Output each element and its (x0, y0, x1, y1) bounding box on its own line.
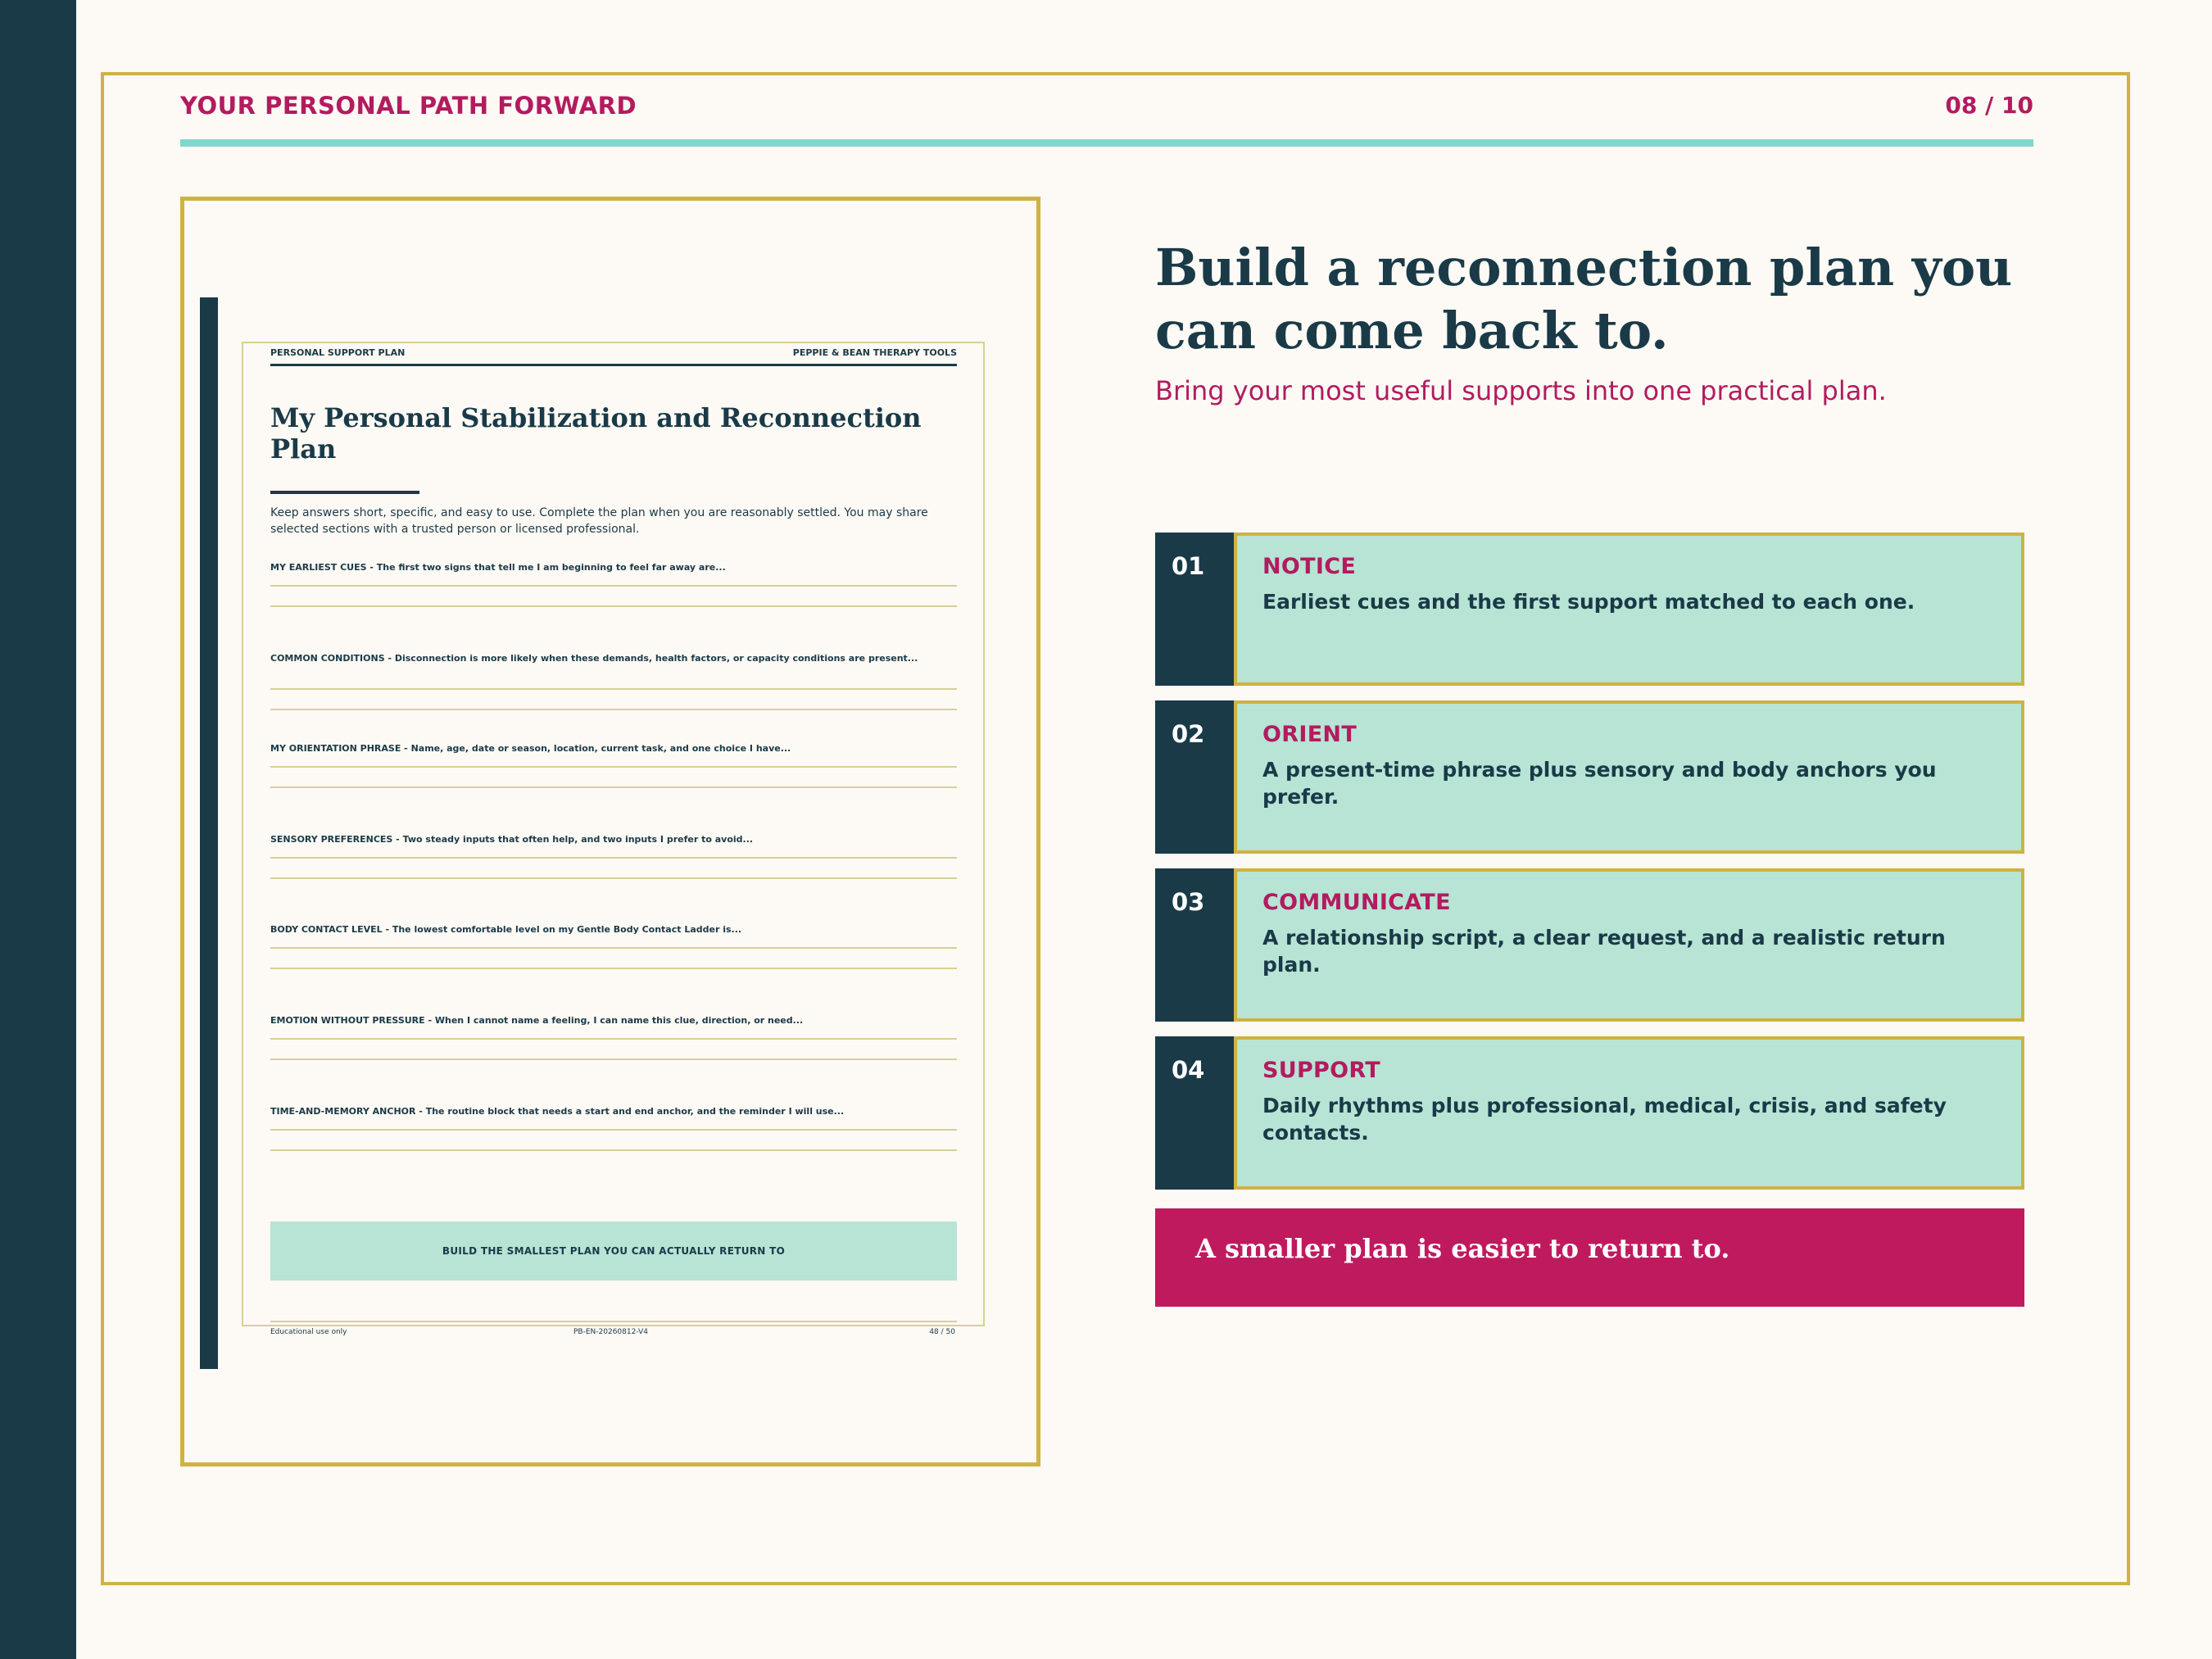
worksheet-header (270, 347, 957, 366)
worksheet-footer-rule (270, 1321, 957, 1322)
step-number: 02 (1172, 720, 1205, 748)
worksheet-footer-right: 48 / 50 (929, 1328, 955, 1336)
write-line (270, 968, 957, 969)
step-notice (1155, 533, 2024, 686)
prompt-text: EMOTION WITHOUT PRESSURE - When I cannot name a feeling, I can name this clue, direction, or need... (270, 1015, 804, 1026)
slide-subhead: Bring your most useful supports into one practical plan. (1155, 375, 1887, 406)
worksheet-page (242, 342, 985, 1336)
step-description: Daily rhythms plus professional, medical, crisis, and safety contacts. (1262, 1094, 1947, 1145)
step-number: 01 (1172, 552, 1205, 580)
step-label: SUPPORT (1262, 1058, 1380, 1083)
worksheet-prompt (270, 742, 957, 755)
prompt-text: COMMON CONDITIONS - Disconnection is more likely when these demands, health factors, or capacity conditions are present... (270, 653, 918, 664)
worksheet-header-left: PERSONAL SUPPORT PLAN (270, 347, 406, 358)
prompt-text: MY ORIENTATION PHRASE - Name, age, date or season, location, current task, and one choice I have... (270, 743, 791, 754)
write-line (270, 1038, 957, 1040)
prompt-text: MY EARLIEST CUES - The first two signs that tell me I am beginning to feel far away are... (270, 562, 726, 573)
step-label: ORIENT (1262, 722, 1358, 747)
write-line (270, 688, 957, 690)
write-line (270, 877, 957, 879)
prompt-text: BODY CONTACT LEVEL - The lowest comfortable level on my Gentle Body Contact Ladder is... (270, 924, 742, 935)
step-description: Earliest cues and the first support matched to each one. (1262, 590, 1915, 614)
callout-text: A smaller plan is easier to return to. (1195, 1233, 1730, 1264)
callout-banner (1155, 1208, 2024, 1307)
write-line (270, 947, 957, 949)
page-number: 08 / 10 (1945, 92, 2033, 119)
write-line (270, 585, 957, 587)
step-number-box (1155, 533, 1234, 686)
worksheet-preview (180, 197, 1040, 1466)
write-line (270, 857, 957, 859)
step-communicate (1155, 868, 2024, 1022)
step-number-box (1155, 1036, 1234, 1190)
worksheet-prompt (270, 923, 957, 936)
worksheet-prompt (270, 1105, 957, 1117)
worksheet-spine (200, 297, 218, 1369)
step-card (1234, 868, 2024, 1022)
write-line (270, 605, 957, 607)
write-line (270, 1129, 957, 1131)
worksheet-title-rule (270, 491, 419, 494)
worksheet-footer-left: Educational use only (270, 1328, 347, 1336)
write-line (270, 1149, 957, 1151)
prompt-text: SENSORY PREFERENCES - Two steady inputs that often help, and two inputs I prefer to avoid... (270, 834, 754, 845)
worksheet-title: My Personal Stabilization and Reconnection Plan (270, 402, 922, 465)
step-card (1234, 1036, 2024, 1190)
step-card (1234, 700, 2024, 854)
worksheet-footer-center: PB-EN-20260812-V4 (573, 1328, 648, 1336)
section-title: YOUR PERSONAL PATH FORWARD (180, 92, 637, 120)
write-line (270, 766, 957, 768)
step-number-box (1155, 700, 1234, 854)
worksheet-prompt (270, 652, 957, 664)
worksheet-cta-banner: BUILD THE SMALLEST PLAN YOU CAN ACTUALLY RETURN TO (270, 1222, 957, 1281)
step-number-box (1155, 868, 1234, 1022)
header-divider (180, 139, 2033, 147)
step-card (1234, 533, 2024, 686)
worksheet-prompt (270, 833, 957, 845)
worksheet-header-right: PEPPIE & BEAN THERAPY TOOLS (792, 347, 957, 358)
worksheet-prompt (270, 561, 957, 573)
prompt-text: TIME-AND-MEMORY ANCHOR - The routine block that needs a start and end anchor, and the reminder I will use... (270, 1106, 845, 1117)
step-number: 04 (1172, 1056, 1205, 1084)
write-line (270, 709, 957, 710)
worksheet-intro: Keep answers short, specific, and easy to use. Complete the plan when you are reasonably settled. You may share selected sections with a trusted person or licensed professional. (270, 506, 928, 536)
worksheet-prompt (270, 1014, 957, 1027)
step-orient (1155, 700, 2024, 854)
step-label: COMMUNICATE (1262, 890, 1451, 915)
step-description: A present-time phrase plus sensory and body anchors you prefer. (1262, 758, 1937, 809)
write-line (270, 1058, 957, 1060)
step-support (1155, 1036, 2024, 1190)
slide-headline: Build a reconnection plan you can come back to. (1155, 238, 2013, 360)
write-line (270, 786, 957, 788)
step-label: NOTICE (1262, 554, 1357, 579)
left-accent-bar (0, 0, 76, 1659)
step-description: A relationship script, a clear request, and a realistic return plan. (1262, 926, 1946, 977)
step-number: 03 (1172, 888, 1205, 916)
